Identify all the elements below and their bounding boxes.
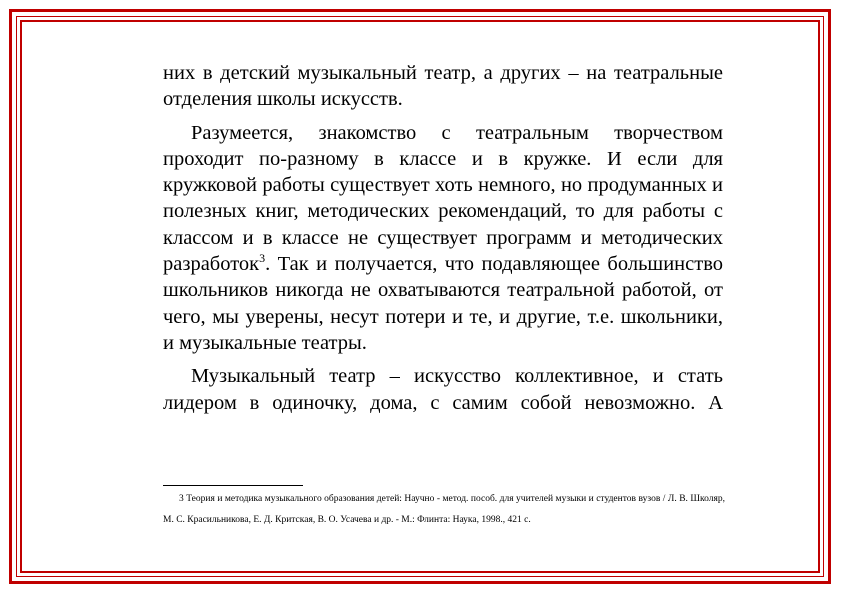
paragraph-2-text-after: . Так и получается, что подавляющее большинство школьников никогда не охватываются театральной работой, от чего, мы уверены, несут потери и те, и другие, т.е. школьники, и музыкальные театры. [163,253,723,354]
paragraph-2-text-before: Разумеется, знакомство с театральным творчеством проходит по-разному в классе и в кружке. И если для кружковой работы существует хоть немного, но продуманных и полезных книг, методических рекомендаций, то для работы с классом и в классе не существует программ и методических разработок [163,121,723,276]
footnote-separator [163,485,303,486]
paragraph-2 [163,120,723,357]
footnote-number: 3 [179,494,184,504]
footnote [163,489,725,531]
paragraph-1 [163,60,723,113]
footnote-text: Теория и методика музыкального образования детей: Научно - метод. пособ. для учителей музыки и студентов вузов / Л. В. Школяр, М. С. Красильникова, Е. Д. Критская, В. О. Усачева и др. - М.: Флинта: Наука, 1998., 421 с. [163,494,725,525]
main-text [163,60,723,416]
paragraph-3 [163,363,723,416]
paragraph-3-text: Музыкальный театр – искусство коллективное, и стать лидером в одиночку, дома, с самим собой невозможно. А [163,365,723,414]
footnote-reference: 3 [259,251,266,266]
paragraph-1-text: них в детский музыкальный театр, а других – на театральные отделения школы искусств. [163,62,723,111]
